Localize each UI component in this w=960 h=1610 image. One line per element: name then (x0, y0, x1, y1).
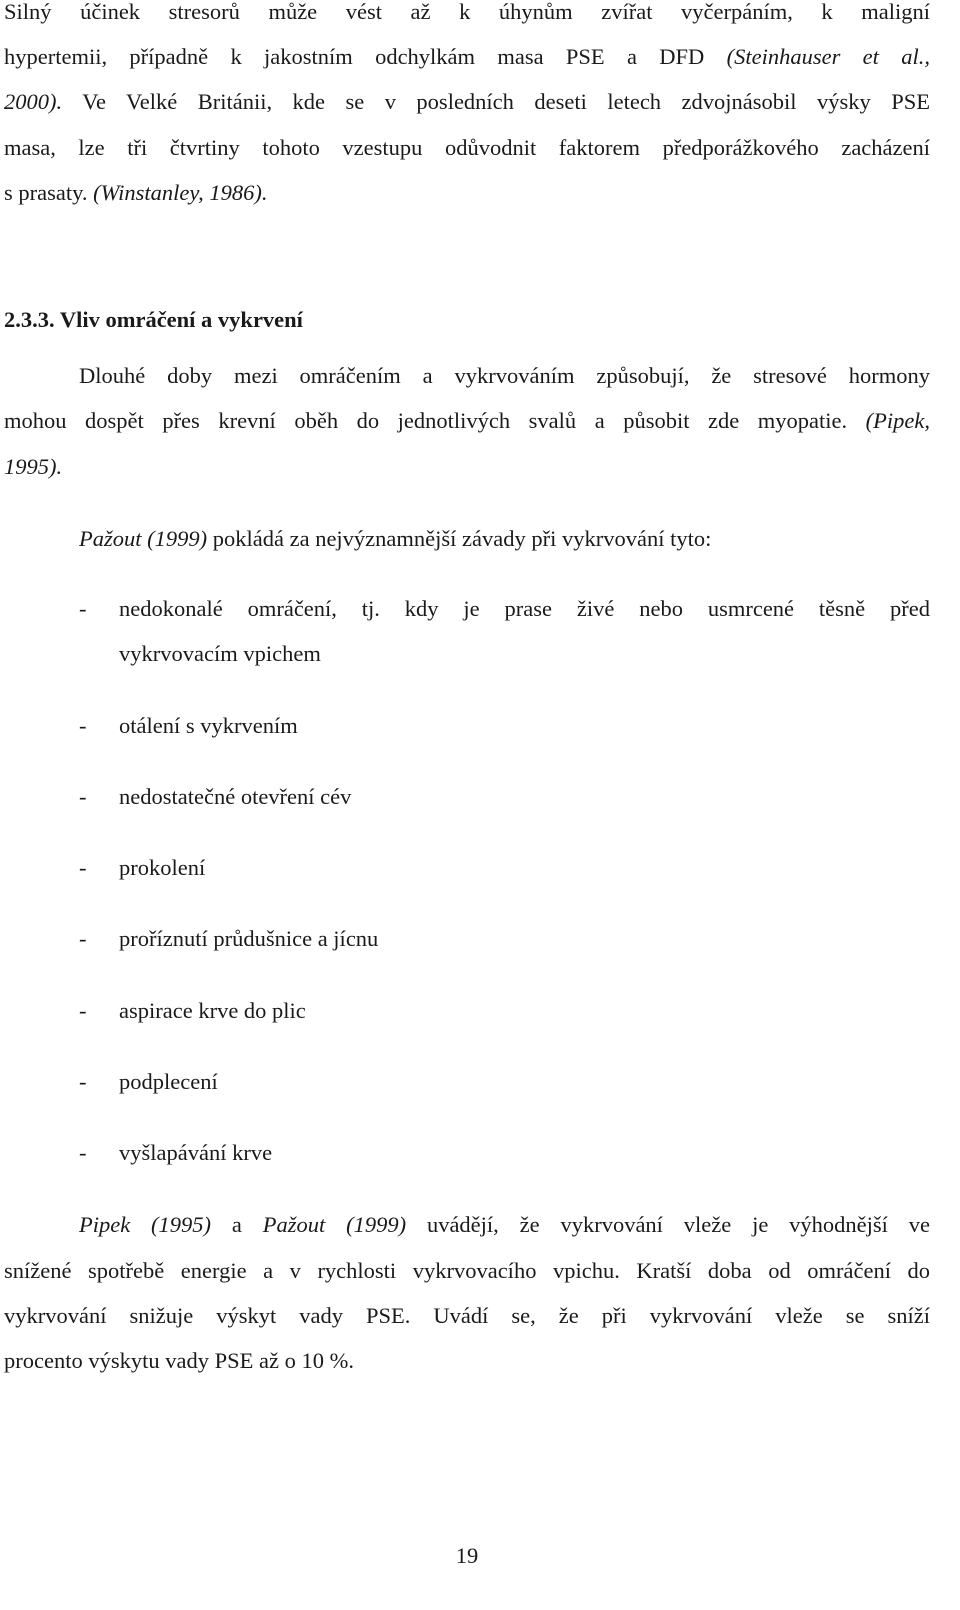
intro-line-1: Silný účinek stresorů může vést až k úhynům zvířat vyčerpáním, k maligní (4, 0, 930, 24)
list-dash: - (79, 1140, 87, 1165)
list-item: vyšlapávání krve (119, 1140, 273, 1165)
list-item: otálení s vykrvením (119, 713, 298, 738)
list-item: nedokonalé omráčení, tj. kdy je prase živé nebo usmrcené těsně před (119, 596, 930, 621)
list-item: nedostatečné otevření cév (119, 784, 352, 809)
para3-line-3: vykrvování snižuje výskyt vady PSE. Uvádí se, že při vykrvování vleže se sníží (4, 1303, 930, 1328)
citation-pipek-2: Pipek (1995) (79, 1212, 212, 1237)
section-heading: 2.3.3. Vliv omráčení a vykrvení (4, 307, 303, 332)
citation-winstanley: (Winstanley, 1986). (93, 180, 268, 205)
list-dash: - (79, 713, 87, 738)
list-item-continuation: vykrvovacím vpichem (119, 641, 321, 666)
list-item: prokolení (119, 855, 206, 880)
citation-pipek: (Pipek, (865, 408, 930, 433)
para3-line-4: procento výskytu vady PSE až o 10 %. (4, 1348, 354, 1373)
citation-pipek-year: 1995). (4, 454, 63, 479)
citation-pazout: Pažout (1999) (79, 526, 208, 551)
list-item: podplecení (119, 1069, 218, 1094)
list-dash: - (79, 998, 87, 1023)
list-item: aspirace krve do plic (119, 998, 306, 1023)
para3-line-1: Pipek (1995) a Pažout (1999) uvádějí, že vykrvování vleže je výhodnější ve (79, 1212, 930, 1237)
para1-line-2: mohou dospět přes krevní oběh do jednotlivých svalů a působit zde myopatie. (Pipek, (4, 408, 930, 433)
list-dash: - (79, 784, 87, 809)
list-dash: - (79, 855, 87, 880)
citation-steinhauser-year: 2000). (4, 89, 63, 114)
page-number: 19 (455, 1543, 479, 1568)
list-dash: - (79, 1069, 87, 1094)
intro-line-5: s prasaty. (Winstanley, 1986). (4, 180, 268, 205)
list-item: proříznutí průdušnice a jícnu (119, 926, 379, 951)
intro-line-3: 2000). Ve Velké Británii, kde se v posledních deseti letech zdvojnásobil výsky PSE (4, 89, 930, 114)
intro-line-2: hypertemii, případně k jakostním odchylkám masa PSE a DFD (Steinhauser et al., (4, 44, 930, 69)
para2-line: Pažout (1999) pokládá za nejvýznamnější závady při vykrvování tyto: (79, 526, 712, 551)
intro-line-4: masa, lze tři čtvrtiny tohoto vzestupu odůvodnit faktorem předporážkového zacházení (4, 135, 930, 160)
list-dash: - (79, 926, 87, 951)
para3-line-2: snížené spotřebě energie a v rychlosti vykrvovacího vpichu. Kratší doba od omráčení do (4, 1258, 930, 1283)
para1-line-1: Dlouhé doby mezi omráčením a vykrvováním způsobují, že stresové hormony (79, 363, 930, 388)
citation-steinhauser: (Steinhauser et al., (726, 44, 930, 69)
list-dash: - (79, 596, 87, 621)
citation-pazout-2: Pažout (1999) (262, 1212, 407, 1237)
